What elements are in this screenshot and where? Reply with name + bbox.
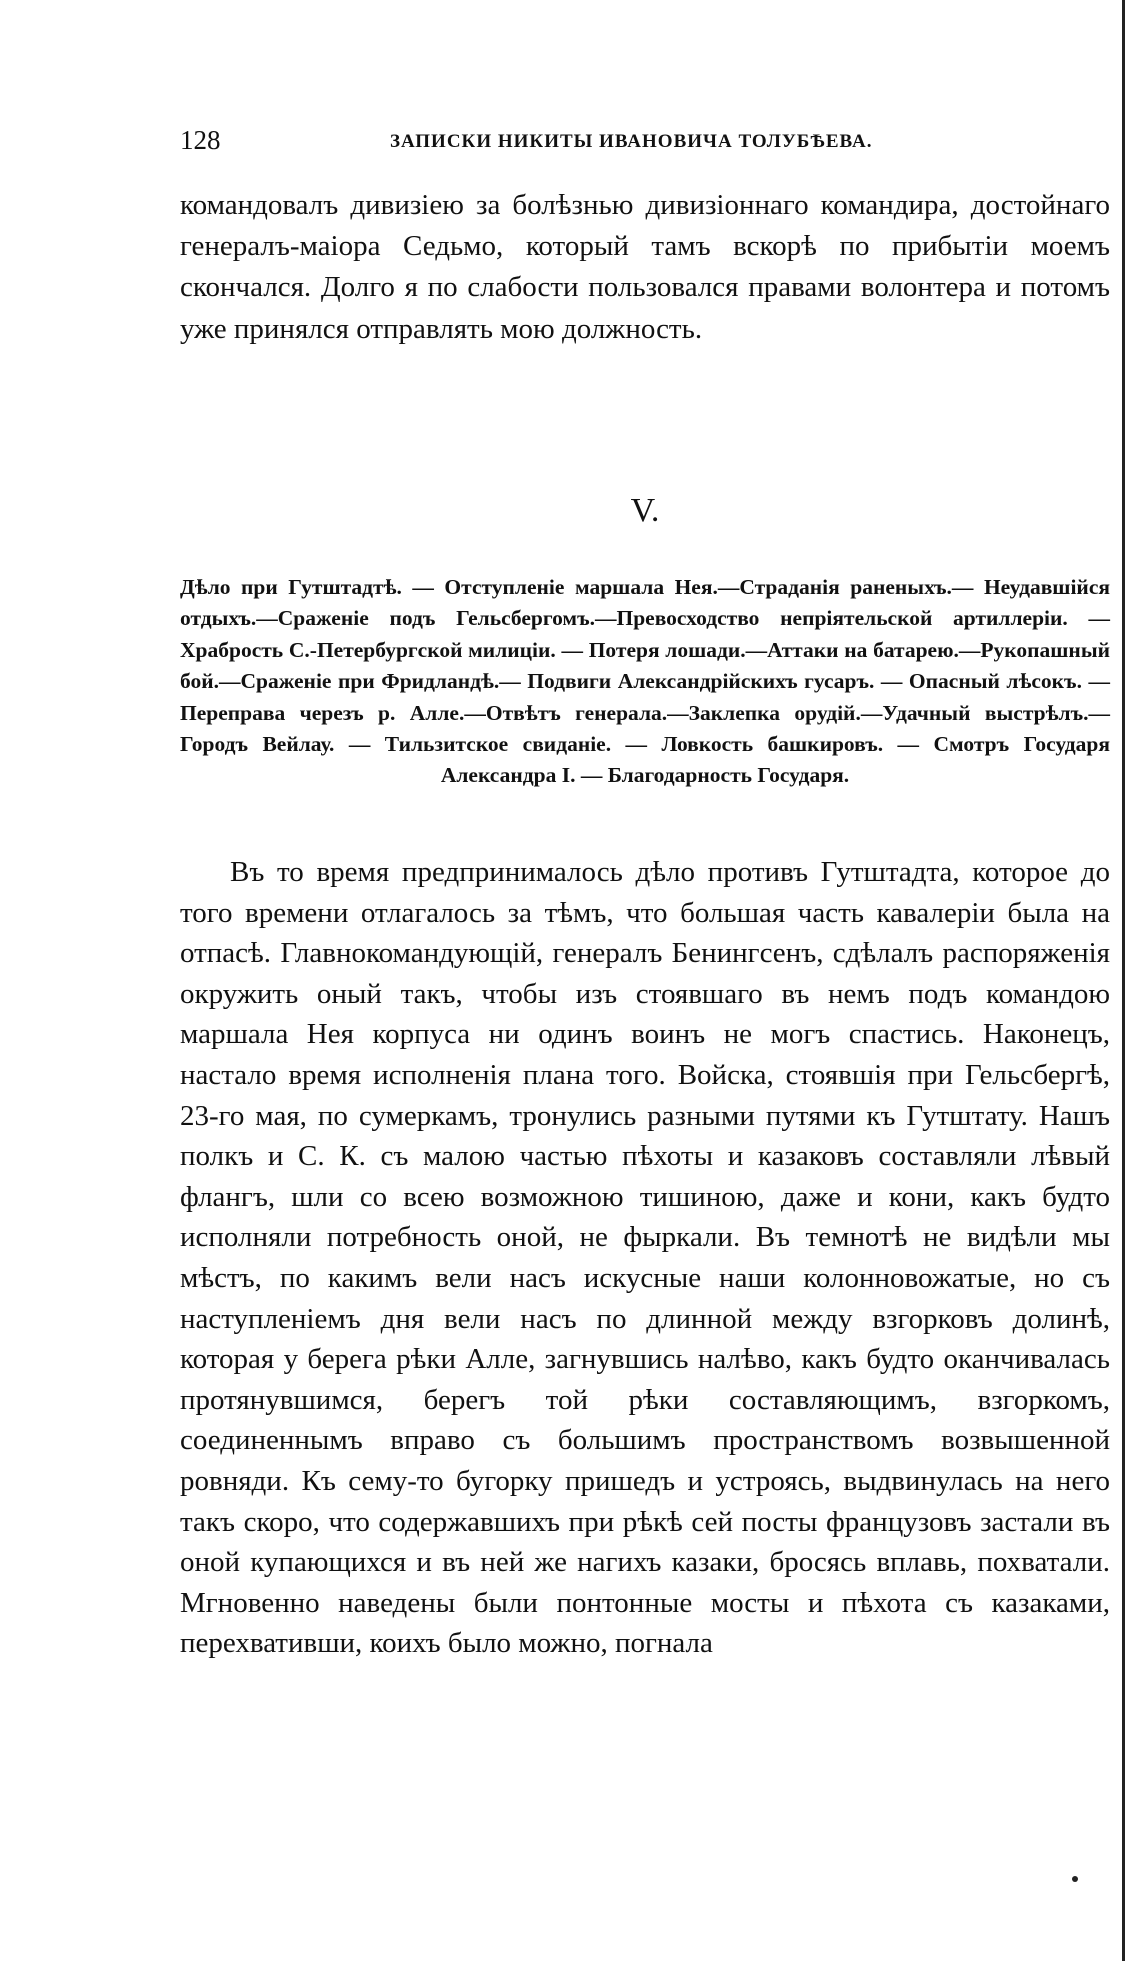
section-number: V.	[630, 492, 660, 529]
ink-dot	[1072, 1876, 1078, 1882]
paragraph-main: Въ то время предпринималось дѣло противъ Гутштадта, которое до того времени отлагалось за тѣмъ, что большая часть кавалерiи была на отпасѣ. Главнокомандующiй, генералъ Бенингсенъ, сдѣлалъ распоряженiя окружить оный такъ, чтобы изъ стоявшаго въ немъ подъ командою маршала Нея корпуса ни одинъ воинъ не могъ спастись. Наконецъ, настало время исполненiя плана того. Войска, стоявшiя при Гельсбергѣ, 23-го мая, по сумеркамъ, тронулись разными путями къ Гутштату. Нашъ полкъ и С. К. съ малою частью пѣхоты и казаковъ составляли лѣвый флангъ, шли со всею возможною тишиною, даже и кони, какъ будто исполняли потребность оной, не фыркали. Въ темнотѣ не видѣли мы мѣстъ, по какимъ вели насъ искусные наши колонновожатые, но съ наступленiемъ дня вели насъ по длинной между взгорковъ долинѣ, которая у берега рѣки Алле, загнувшись налѣво, какъ будто оканчивалась протянувшимся, берегъ той рѣки составляющимъ, взгоркомъ, соединеннымъ вправо съ большимъ пространствомъ возвышенной ровняди. Къ сему-то бугорку пришедъ и устроясь, выдвинулась на него такъ скоро, что содержавшихъ при рѣкѣ сей посты французовъ застали въ оной купающихся и въ ней же нагихъ казаки, бросясь вплавь, похватали. Мгновенно наведены были понтонные мосты и пѣхота съ казаками, перехвативши, коихъ было можно, погнала	[180, 856, 1110, 1660]
page-edge-line	[1122, 0, 1125, 1961]
running-title: ЗАПИСКИ НИКИТЫ ИВАНОВИЧА ТОЛУБѢЕВА.	[390, 131, 873, 152]
chapter-summary: Дѣло при Гутштадтѣ. — Отступленiе маршала Нея.—Страданiя раненыхъ.— Неудавшiйся отдыхъ.—Сраженiе подъ Гельсбергомъ.—Превосходство непрiятельской артиллерiи. — Храбрость С.-Петербургской милицiи. — Потеря лошади.—Аттаки на батарею.—Рукопашный бой.—Сраженiе при Фридландѣ.— Подвиги Александрiйскихъ гусаръ. — Опасный лѣсокъ. — Переправа черезъ р. Алле.—Отвѣтъ генерала.—Заклепка орудiй.—Удачный выстрѣлъ.—Городъ Вейлау. — Тильзитское свиданiе. — Ловкость башкировъ. — Смотръ Государя Александра I. — Благодарность Государя.	[180, 575, 1110, 788]
paragraph-continued: командовалъ дивизiею за болѣзнью дивизiоннаго командира, достойнаго генералъ-маiора Седьмо, который тамъ вскорѣ по прибытiи моемъ скончался. Долго я по слабости пользовался правами волонтера и потомъ уже принялся отправлять мою должность.	[180, 189, 1110, 345]
page-number: 128	[180, 125, 221, 155]
page-header	[180, 125, 900, 161]
